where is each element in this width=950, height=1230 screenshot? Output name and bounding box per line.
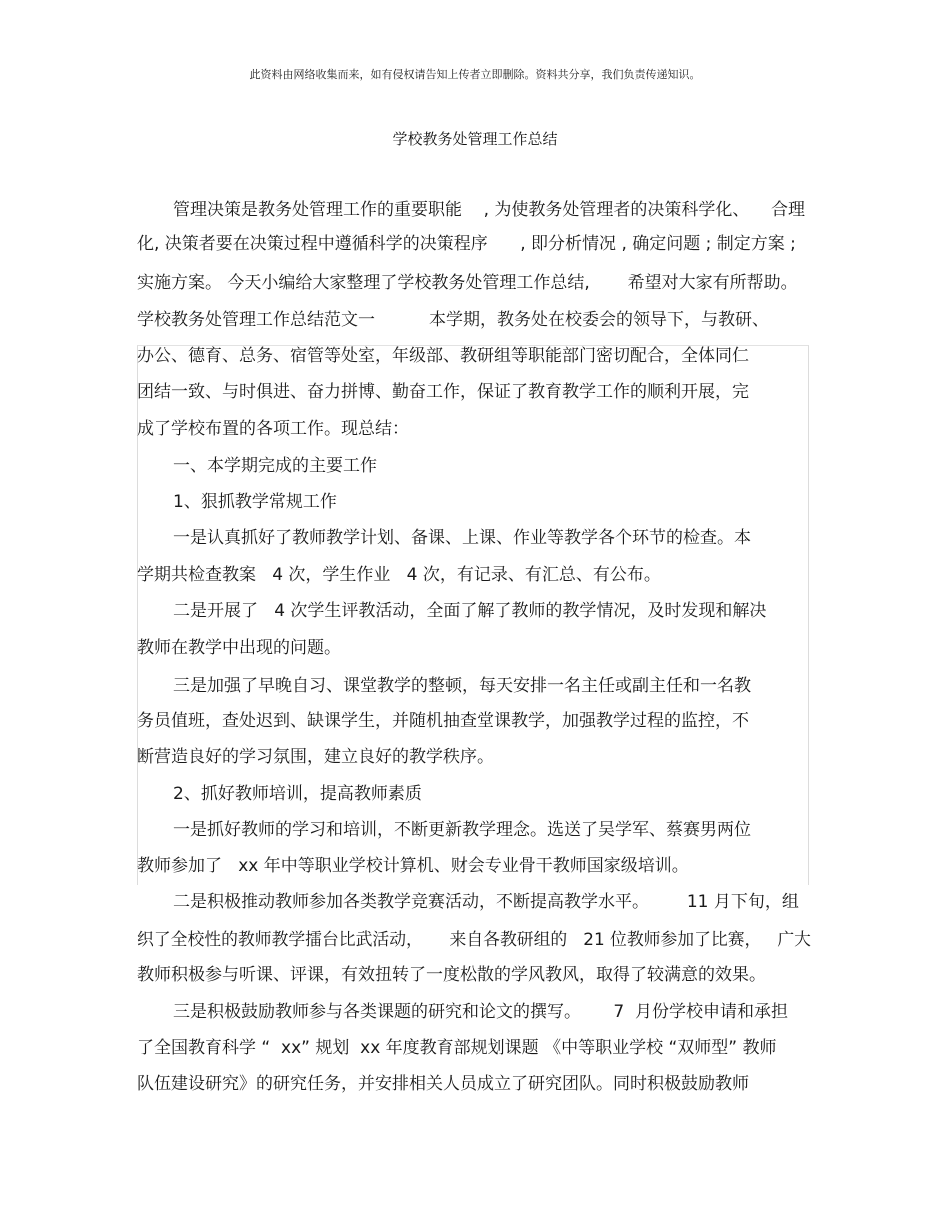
body-line: 教师参加了 xx 年中等职业学校计算机、财会专业骨干教师国家级培训。 — [137, 856, 689, 876]
body-line: 队伍建设研究》的研究任务，并安排相关人员成立了研究团队。同时积极鼓励教师 — [137, 1074, 749, 1094]
body-line: 断营造良好的学习氛围，建立良好的教学秩序。 — [137, 747, 494, 767]
body-line: 学校教务处管理工作总结范文一 本学期，教务处在校委会的领导下，与教研、 — [137, 310, 770, 330]
disclaimer-header: 此资料由网络收集而来，如有侵权请告知上传者立即删除。资料共分享，我们负责传递知识。 — [249, 68, 701, 81]
body-line: 织了全校性的教师教学擂台比武活动， 来自各教研组的 21 位教师参加了比赛， 广大 — [137, 930, 811, 950]
body-line: 管理决策是教务处管理工作的重要职能 , 为使教务处管理者的决策科学化、 合理 — [173, 200, 806, 220]
body-line: 办公、德育、总务、宿管等处室，年级部、教研组等职能部门密切配合，全体同仁 — [137, 346, 749, 366]
subsection-heading: 1、狠抓教学常规工作 — [173, 492, 337, 512]
section-heading: 一、本学期完成的主要工作 — [173, 456, 377, 476]
subsection-heading: 2、抓好教师培训，提高教师素质 — [173, 784, 422, 804]
body-line: 成了学校布置的各项工作。现总结： — [137, 419, 409, 439]
body-line: 学期共检查教案 4 次，学生作业 4 次，有记录、有汇总、有公布。 — [137, 565, 661, 585]
body-line: 一是抓好教师的学习和培训，不断更新教学理念。选送了吴学军、蔡赛男两位 — [173, 820, 751, 840]
body-line: 三是积极鼓励教师参与各类课题的研究和论文的撰写。 7 月份学校申请和承担 — [173, 1002, 789, 1022]
body-line: 一是认真抓好了教师教学计划、备课、上课、作业等教学各个环节的检查。本 — [173, 528, 751, 548]
body-line: 务员值班，查处迟到、缺课学生，并随机抽查堂课教学，加强教学过程的监控，不 — [137, 711, 749, 731]
body-line: 教师在教学中出现的问题。 — [137, 638, 341, 658]
document-title: 学校教务处管理工作总结 — [392, 130, 558, 148]
body-line: 二是开展了 4 次学生评教活动，全面了解了教师的教学情况，及时发现和解决 — [173, 601, 767, 621]
body-line: 了全国教育科学 “ xx” 规划 xx 年度教育部规划课题 《中等职业学校 “双师型” 教师 — [137, 1038, 777, 1058]
body-line: 二是积极推动教师参加各类教学竞赛活动，不断提高教学水平。 11 月下旬，组 — [173, 892, 799, 912]
body-line: 三是加强了早晚自习、课堂教学的整顿，每天安排一名主任或副主任和一名教 — [173, 676, 751, 696]
body-line: 实施方案。 今天小编给大家整理了学校教务处管理工作总结, 希望对大家有所帮助。 — [137, 273, 798, 293]
body-line: 团结一致、与时俱进、奋力拼博、勤奋工作，保证了教育教学工作的顺利开展，完 — [137, 382, 749, 402]
body-line: 教师积极参与听课、评课，有效扭转了一度松散的学风教风，取得了较满意的效果。 — [137, 965, 766, 985]
body-line: 化, 决策者要在决策过程中遵循科学的决策程序 , 即分析情况 , 确定问题 ; 制定方案 ; — [137, 234, 796, 254]
